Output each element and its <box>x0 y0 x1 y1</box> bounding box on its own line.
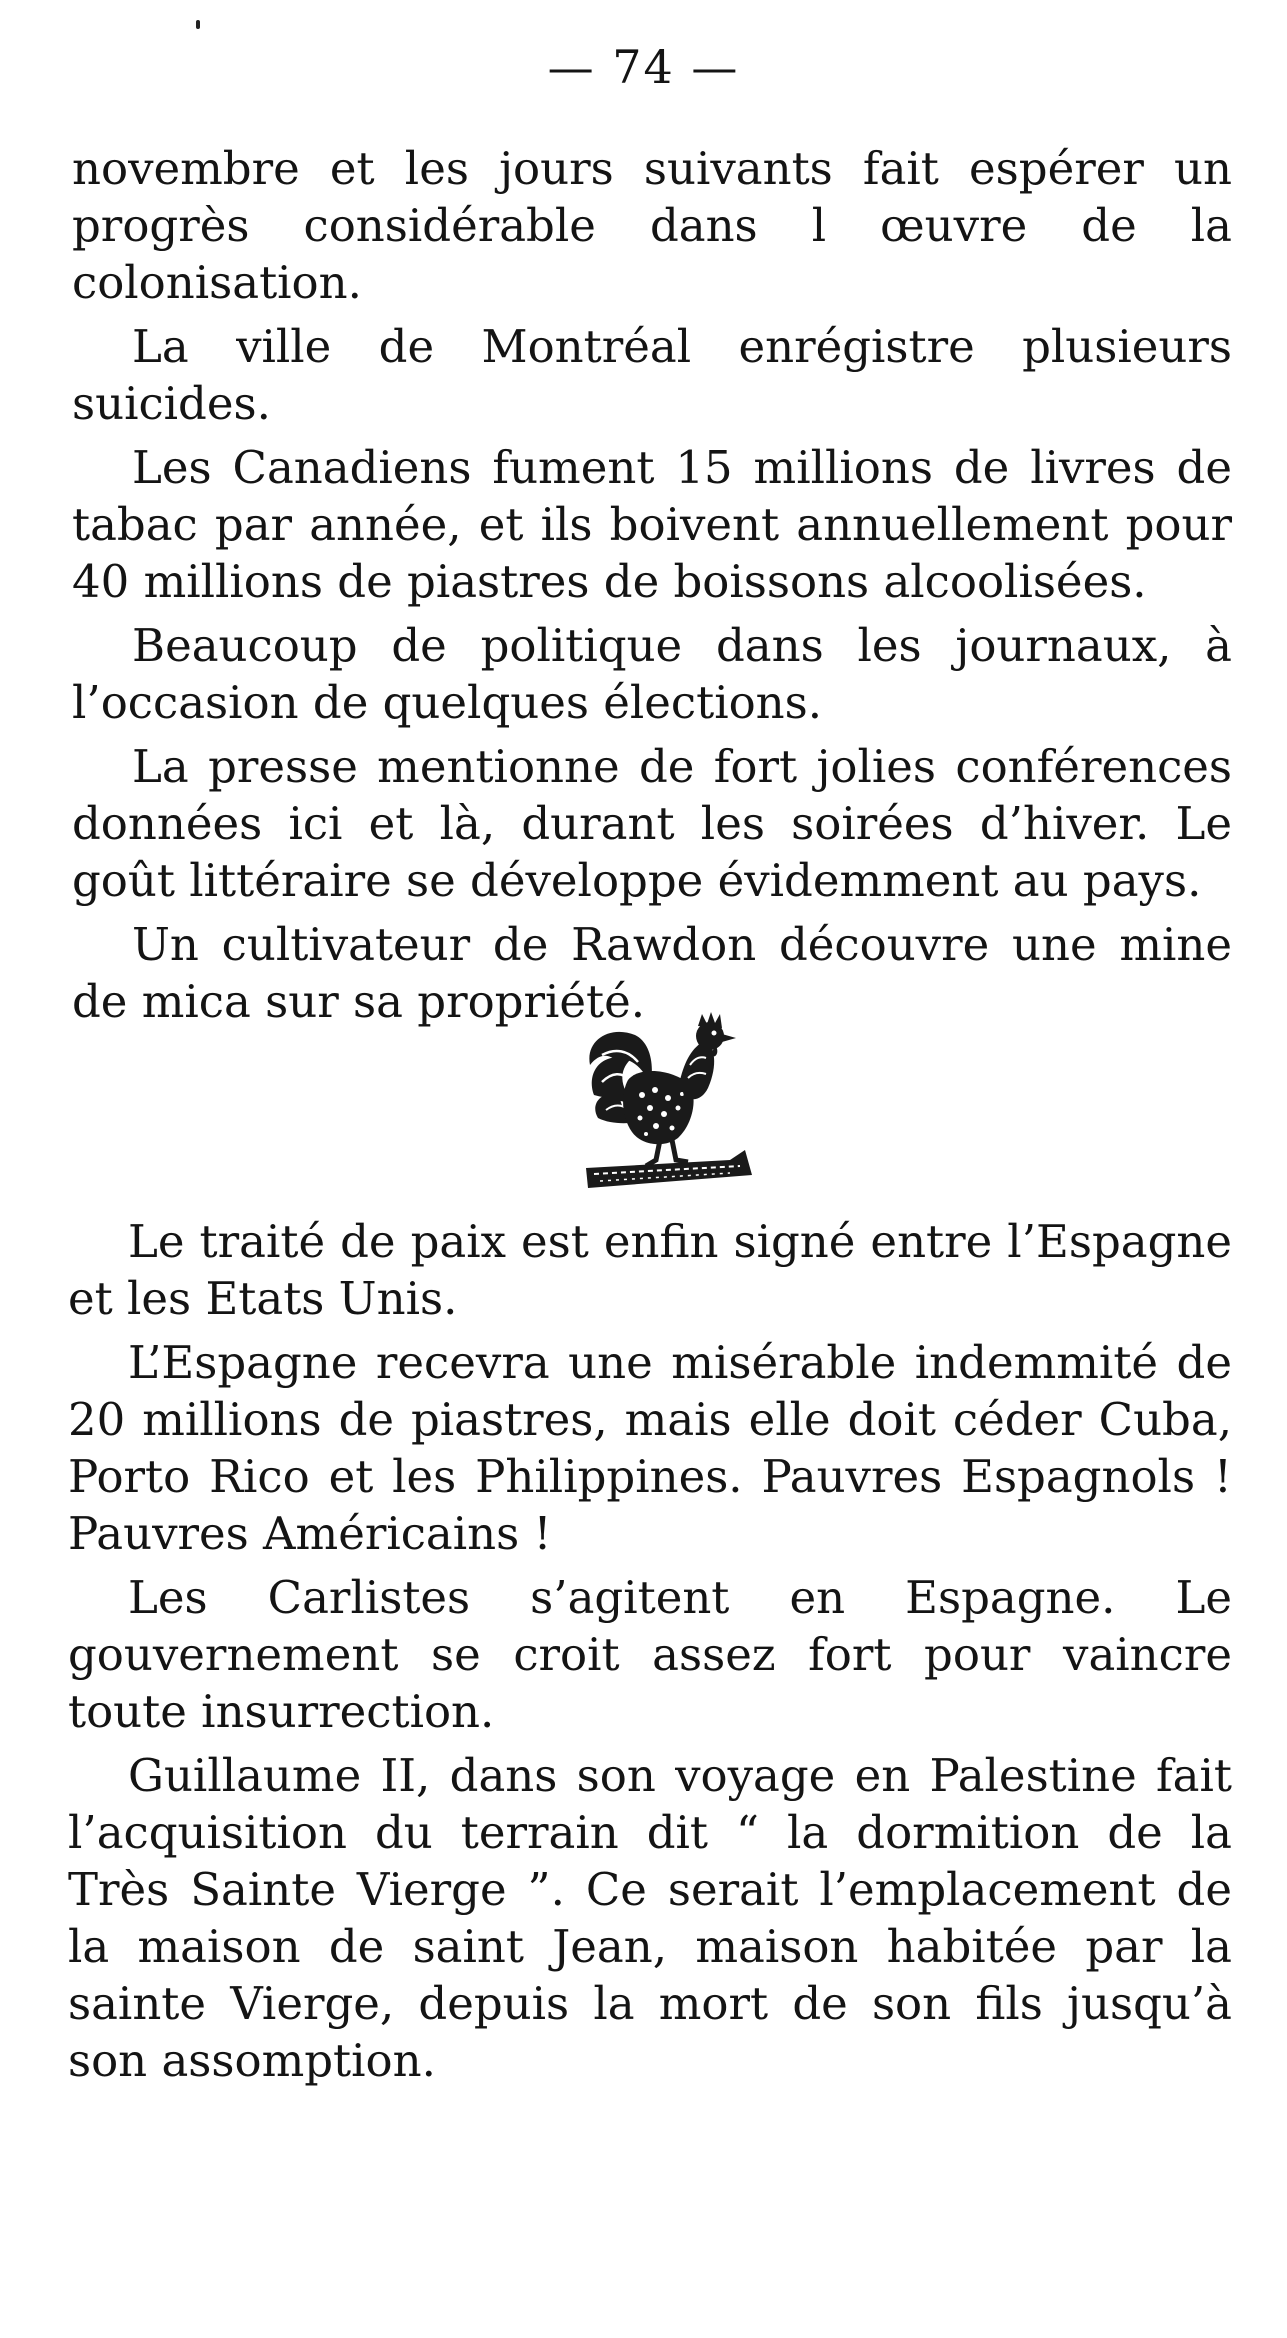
paragraph: L’Espagne recevra une misérable indemmité de 20 millions de piastres, mais elle doit céder Cuba, Porto Rico et les Philippines. Pauvres Espagnols ! Pauvres Américains ! <box>68 1336 1232 1560</box>
paragraph: Guillaume II, dans son voyage en Palestine fait l’acquisition du terrain dit “ la dormition de la Très Sainte Vierge ”. Ce serait l’emplacement de la maison de saint Jean, maison habitée par la sainte Vierge, depuis la mort de son fils jusqu’à son assomption. <box>68 1749 1232 2087</box>
paragraph: Les Carlistes s’agitent en Espagne. Le gouvernement se croit assez fort pour vaincre toute insurrection. <box>68 1571 1232 1738</box>
paragraph: La ville de Montréal enrégistre plusieurs suicides. <box>72 320 1232 430</box>
ink-speck <box>196 20 200 29</box>
page-number: — 74 — <box>547 40 740 94</box>
rooster-icon <box>580 1010 760 1195</box>
paragraph: Les Canadiens fument 15 millions de livres de tabac par année, et ils boivent annuellement pour 40 millions de piastres de boissons alcoolisées. <box>72 441 1232 608</box>
paragraph-continuation: novembre et les jours suivants fait espérer un progrès considérable dans l œuvre de la colonisation. <box>72 142 1232 309</box>
paragraph: Beaucoup de politique dans les journaux, à l’occasion de quelques élections. <box>72 619 1232 729</box>
paragraph: La presse mentionne de fort jolies conférences données ici et là, durant les soirées d’hiver. Le goût littéraire se développe évidemment au pays. <box>72 740 1232 907</box>
text-block-top <box>72 140 1232 1037</box>
text-block-bottom <box>68 1213 1232 2096</box>
paragraph: Un cultivateur de Rawdon découvre une mine de mica sur sa propriété. <box>72 918 1232 1028</box>
paragraph: Le traité de paix est enfin signé entre l’Espagne et les Etats Unis. <box>68 1215 1232 1325</box>
